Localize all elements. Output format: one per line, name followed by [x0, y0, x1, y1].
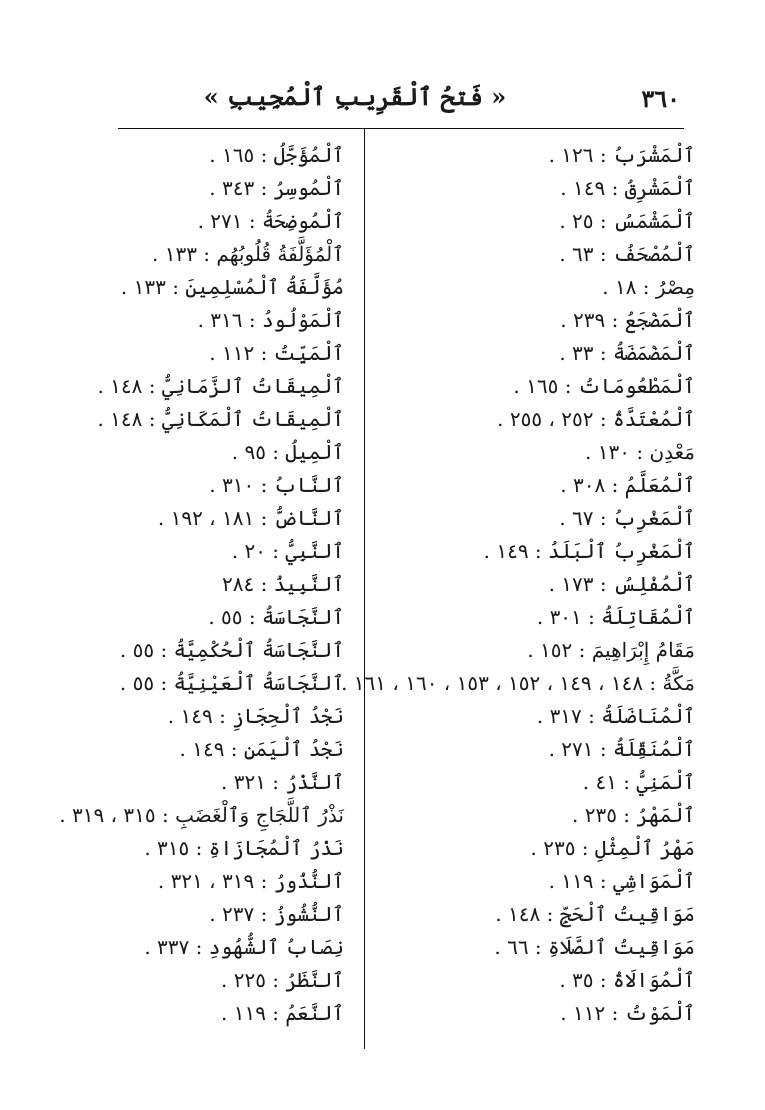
index-entry: ٱلْمُوضِحَةُ : ٢٧١ . — [197, 209, 344, 233]
book-title: « فَتحُ ٱلْقَرِيبِ ٱلْمُجِيبِ » — [203, 82, 507, 111]
index-entry: نَذْرُ ٱلْمُجَازَاةِ : ٣١٥ . — [144, 836, 344, 860]
index-entry: مَعْدِن : ١٣٠ . — [585, 440, 695, 464]
index-entry: ٱلْمَضْجَعُ : ٢٣٩ . — [560, 308, 695, 332]
index-entry: ٱلنَّبِيذُ : ٢٨٤ — [222, 572, 344, 596]
index-entry: ٱلْمَشْرِقُ : ١٤٩ . — [560, 176, 695, 200]
index-entry: ٱلْمَيِّتُ : ١١٢ . — [209, 341, 344, 365]
index-entry: ٱلْمَهْرُ : ٢٣٥ . — [572, 803, 695, 827]
index-entry: ٱلْمَغْرِبُ ٱلْبَلَدُ : ١٤٩ . — [483, 539, 695, 563]
index-entry: ٱلْمَشْرَبُ : ١٢٦ . — [548, 143, 695, 167]
index-entry: ٱلْمِيقَاتُ ٱلْمَكَانِيُّ : ١٤٨ . — [97, 407, 344, 431]
index-entry: ٱلنَّجَاسَةُ ٱلْحُكْمِيَّةُ : ٥٥ . — [119, 638, 344, 662]
index-entry: ٱلْمَوْلُودُ : ٣١٦ . — [197, 308, 344, 332]
page-number: ٣٦٠ — [641, 84, 680, 113]
index-entry: ٱلْمُؤَجَّلُ : ١٦٥ . — [209, 143, 344, 167]
index-entry: ٱلْمَشْمَسُ : ٢٥ . — [559, 209, 695, 233]
index-entry: ٱلْمُنَقِّلَةُ : ٢٧١ . — [548, 737, 695, 761]
index-entry: ٱلنَّبِيُّ : ٢٠ . — [231, 539, 344, 563]
left-index-column — [14, 139, 344, 1030]
index-entry: مُؤَلَّفَةُ ٱلْمُسْلِمِينَ : ١٣٣ . — [120, 275, 344, 299]
index-entry: ٱلْمِيلُ : ٩٥ . — [231, 440, 344, 464]
index-entry: ٱلْمُوَالَاةُ : ٣٥ . — [559, 968, 695, 992]
index-entry: ٱلْمُقَاتِلَةُ : ٣٠١ . — [536, 605, 695, 629]
right-index-column — [341, 139, 695, 1030]
index-entry: ٱلنَّذْرُ : ٣٢١ . — [221, 770, 344, 794]
index-entry: ٱلْمَضْمَضَةُ : ٣٣ . — [559, 341, 695, 365]
index-entry: ٱلْمُؤَلَّفَةُ قُلُوبُهُم : ١٣٣ . — [151, 242, 344, 266]
header-rule — [118, 128, 684, 129]
index-entry: مَوَاقِيتُ ٱلْحَجِّ : ١٤٨ . — [495, 902, 695, 926]
index-entry: نَذْرُ ٱللَّجَاجِ وَٱلْغَضَبِ : ٣١٥ ، ٣١٩ . — [59, 803, 344, 827]
index-entry: نَجْدُ ٱلْيَمَنِ : ١٤٩ . — [179, 737, 344, 761]
index-entry: ٱلْمَغْرِبُ : ٦٧ . — [559, 506, 695, 530]
index-entry: ٱلنُّشُوزُ : ٢٣٧ . — [209, 902, 344, 926]
index-entry: مَوَاقِيتُ ٱلصَّلَاةِ : ٦٦ . — [494, 935, 695, 959]
index-entry: نِصَابُ ٱلشُّهُودِ : ٣٣٧ . — [144, 935, 344, 959]
index-entry: مَكَّةُ : ١٤٨ ، ١٤٩ ، ١٥٢ ، ١٥٣ ، ١٦٠ ، ١٦١ . — [341, 671, 695, 695]
index-entry: ٱلنَّجَاسَةُ ٱلْعَيْنِيَّةُ : ٥٥ . — [119, 671, 344, 695]
index-entry: ٱلنَّجَاسَةُ : ٥٥ . — [208, 605, 344, 629]
index-entry: ٱلْمَنِيُّ : ٤١ . — [582, 770, 695, 794]
index-entry: نَجْدُ ٱلْحِجَازِ : ١٤٩ . — [167, 704, 344, 728]
index-entry: ٱلْمَوْتُ : ١١٢ . — [560, 1001, 695, 1025]
index-entry: ٱلنَّعَمُ : ١١٩ . — [221, 1001, 344, 1025]
index-entry: ٱلنُّذُورُ : ٣١٩ ، ٣٢١ . — [157, 869, 344, 893]
index-entry: ٱلْمُوسِرُ : ٣٤٣ . — [209, 176, 344, 200]
index-entry: ٱلْمُعْتَدَّةُ : ٢٥٢ ، ٢٥٥ . — [497, 407, 695, 431]
index-entry: مَهْرُ ٱلْمِثْلِ : ٢٣٥ . — [530, 836, 695, 860]
index-entry: ٱلنَّابُ : ٣١٠ . — [209, 473, 344, 497]
index-entry: مَقَامُ إِبْرَاهِيمَ : ١٥٢ . — [527, 638, 695, 662]
index-entry: ٱلْمُفْلِسُ : ١٧٣ . — [548, 572, 695, 596]
index-entry: ٱلْمِيقَاتُ ٱلزَّمَانِيُّ : ١٤٨ . — [97, 374, 344, 398]
index-entry: مِصْرُ : ١٨ . — [602, 275, 695, 299]
index-entry: ٱلنَّاضُّ : ١٨١ ، ١٩٢ . — [157, 506, 344, 530]
page-header — [120, 80, 680, 124]
index-entry: ٱلْمُنَاضَلَةُ : ٣١٧ . — [536, 704, 695, 728]
index-entry: ٱلْمَطْعُومَاتُ : ١٦٥ . — [513, 374, 695, 398]
index-entry: ٱلنَّظَرُ : ٢٢٥ . — [221, 968, 344, 992]
index-entry: ٱلْمَوَاشِي : ١١٩ . — [548, 869, 695, 893]
index-entry: ٱلْمُعَلَّمُ : ٣٠٨ . — [560, 473, 695, 497]
index-entry: ٱلْمُصْحَفُ : ٦٣ . — [559, 242, 695, 266]
